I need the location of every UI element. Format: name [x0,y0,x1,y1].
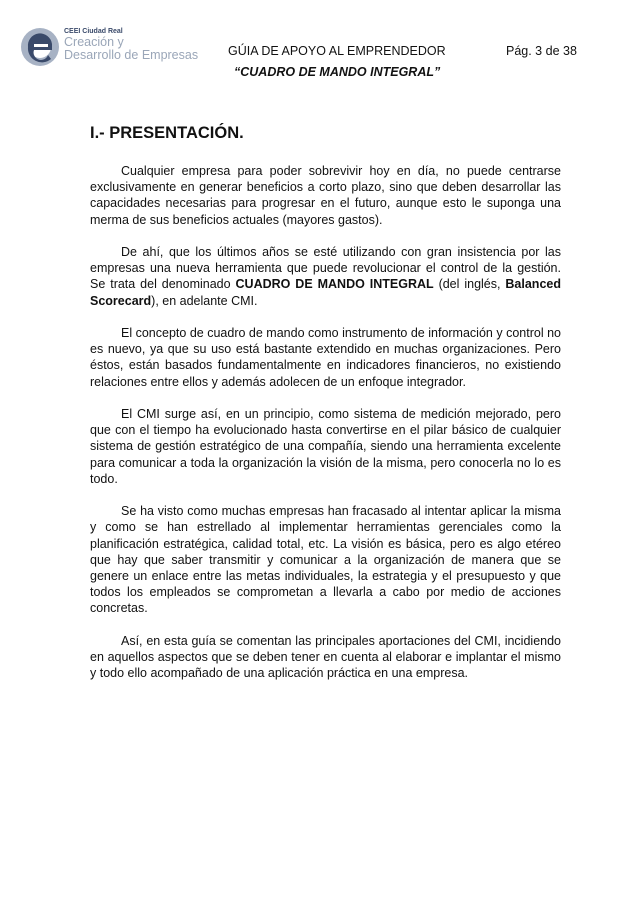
paragraph-2-text-3: ), en adelante CMI. [151,293,258,308]
logo-top-text: CEEI Ciudad Real [64,28,123,35]
ceei-logo-icon [18,24,62,70]
paragraph-2-text-2: (del inglés, [433,277,506,292]
logo-text [64,28,198,62]
paragraph-5: Se ha visto como muchas empresas han fracasado al intentar aplicar la misma y como se han estrellado al implementar herramientas gerenciales como la planificación estratégica, calidad total, etc. La visión es básica, pero es algo etéreo que hay que saber transmitir y comunicar a la organización de manera que se genere un enlace entre las metas individuales, la estrategia y el presupuesto y que todos los empleados se comprometan a llevarla a cabo por medio de acciones concretas. [90,504,561,616]
paragraph-2-text-1: De ahí, que los últimos años se esté utilizando con gran insistencia por las empresas una nueva herramienta que puede revolucionar el control de la gestión. Se trata del denominado [90,245,561,292]
page-header [0,0,638,100]
cmi-term: CUADRO DE MANDO INTEGRAL [235,277,434,292]
logo-line-1: Creación y [64,35,124,49]
paragraph-3: El concepto de cuadro de mando como instrumento de información y control no es nuevo, ya que su uso está bastante extendido en muchas organizaciones. Pero éstos, están basados fundamentalmente en indicadores financieros, no existiendo relaciones entre ellos y además adolecen de un enfoque integrador. [90,326,561,389]
ceei-logo [18,24,199,70]
paragraph-4: El CMI surge así, en un principio, como sistema de medición mejorado, pero que con el tiempo ha evolucionado hasta convertirse en el pilar básico de cualquier sistema de gestión estratégico de una compañía, siendo una herramienta excelente para comunicar a toda la organización la visión de la misma, pero conocerla no lo es todo. [90,407,561,486]
document-body [90,163,561,698]
page-number: Pág. 3 de 38 [506,44,577,58]
paragraph-1: Cualquier empresa para poder sobrevivir hoy en día, no puede centrarse exclusivamente en generar beneficios a corto plazo, sino que deben desarrollar las capacidades necesarias para progresar en el futuro, aunque esto le suponga una merma de sus beneficios actuales (mayores gastos). [90,164,561,227]
section-title: I.- PRESENTACIÓN. [90,124,244,142]
logo-line-2: Desarrollo de Empresas [64,48,199,62]
balanced-scorecard-term: Balanced Scorecard [90,277,561,308]
paragraph-2 [90,244,561,309]
paragraph-6: Así, en esta guía se comentan las principales aportaciones del CMI, incidiendo en aquellos aspectos que se deben tener en cuenta al elaborar e implantar el mismo y todo ello acompañado de una aplicación práctica en una empresa. [90,633,561,681]
guide-subtitle: “CUADRO DE MANDO INTEGRAL” [234,65,441,79]
guide-title: GÚIA DE APOYO AL EMPRENDEDOR [228,44,446,58]
